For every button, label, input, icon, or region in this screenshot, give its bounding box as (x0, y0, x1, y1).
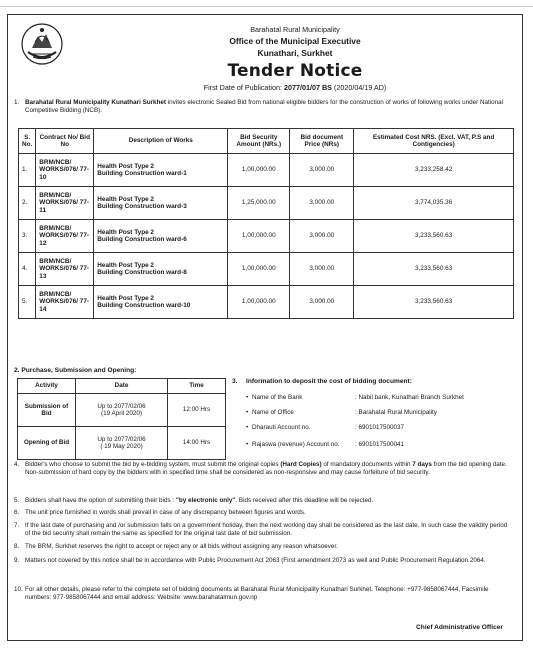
cell-bid-security: 1,00,000.00 (228, 220, 290, 253)
col-header-estimated-cost: Estimated Cost NRS. (Excl. VAT, P.S and Contigencies) (354, 129, 514, 154)
page-title: Tender Notice (227, 61, 363, 81)
cell-time: 14:00 Hrs (168, 427, 226, 460)
cell-date: Up to 2077/02/06 ( 19 May 2020) (76, 427, 168, 460)
cell-sno: 1. (19, 154, 36, 187)
cell-doc-price: 3,000.00 (290, 187, 354, 220)
office-name: Office of the Municipal Executive (229, 36, 361, 46)
schedule-table (17, 378, 226, 460)
table-row (19, 187, 514, 220)
section-2-title: 2. Purchase, Submission and Opening: (14, 367, 137, 374)
cell-doc-price: 3,000.00 (290, 154, 354, 187)
col-header-contract: Contract No/ Bid No (36, 129, 94, 154)
table-row (18, 394, 226, 427)
cell-description: Health Post Type 2 Building Construction ward-8 (94, 253, 228, 286)
col-header-date: Date (76, 379, 168, 394)
cell-sno: 2. (19, 187, 36, 220)
cell-description: Health Post Type 2 Building Construction ward-10 (94, 286, 228, 319)
schedule-header-row (18, 379, 226, 394)
col-header-doc-price: Bid document Price (NRs) (290, 129, 354, 154)
cell-contract: BRM/NCB/ WORKS/076/ 77-12 (36, 220, 94, 253)
municipality-name: Barahatal Rural Municipality (250, 25, 340, 34)
cell-contract: BRM/NCB/ WORKS/076/ 77-10 (36, 154, 94, 187)
cell-activity: Submission of Bid (18, 394, 76, 427)
col-header-bid-security: Bid Security Amount (NRs.) (228, 129, 290, 154)
cell-doc-price: 3,000.00 (290, 220, 354, 253)
signature: Chief Administrative Officer (416, 624, 503, 631)
office-location: Kunathari, Surkhet (257, 48, 333, 58)
table-header-row (19, 129, 514, 154)
col-header-description: Description of Works (94, 129, 228, 154)
cell-bid-security: 1,00,000.00 (228, 286, 290, 319)
cell-estimated-cost: 3,233,258.42 (354, 154, 514, 187)
table-row (19, 253, 514, 286)
works-table (18, 128, 514, 319)
cell-bid-security: 1,00,000.00 (228, 253, 290, 286)
paragraph-4: 4. Bidder's who choose to submit the bid by e-bidding system, must submit the original copies (Hard Copies) of mandatory documents within 7 days from the bid opening date. Non-submission of hard copy by the bidders with in specified time shall be considered as non-responsive and may cause forfeiture of bid security. (14, 461, 507, 477)
top-divider (0, 6, 533, 7)
cell-estimated-cost: 3,233,560.63 (354, 253, 514, 286)
cell-description: Health Post Type 2 Building Construction ward-3 (94, 187, 228, 220)
paragraph-10: 10. For all other details, please refer to the complete set of bidding documents at Barahatal Rural Municipality Kunathari Surkhet, Telephone: +977-9858067444, Facsimile numbers: 977-9858067444 and email address: Website: www.barahatalmun.gov.np (14, 586, 489, 602)
cell-bid-security: 1,25,000.00 (228, 187, 290, 220)
cell-description: Health Post Type 2 Building Construction ward-6 (94, 220, 228, 253)
table-row (18, 427, 226, 460)
cell-sno: 5. (19, 286, 36, 319)
cell-date: Up to 2077/02/06 (19 April 2020) (76, 394, 168, 427)
publication-date: First Date of Publication: 2077/01/07 BS (2020/04/19 AD) (203, 83, 387, 92)
paragraph-8: 8. The BRM, Surkhet reserves the right to accept or reject any or all bids without assigning any reason whatsoever. (14, 543, 338, 550)
col-header-time: Time (168, 379, 226, 394)
cell-estimated-cost: 3,774,035.36 (354, 187, 514, 220)
intro-paragraph: 1. Barahatal Rural Municipality Kunathari Surkhet invites electronic Sealed Bid from national eligible bidders for the construction of works of following works under National Competitive Bidding (NCB). (14, 99, 504, 115)
table-row (19, 154, 514, 187)
table-row (19, 286, 514, 319)
cell-contract: BRM/NCB/ WORKS/076/ 77-14 (36, 286, 94, 319)
cell-sno: 3. (19, 220, 36, 253)
cell-bid-security: 1,00,000.00 (228, 154, 290, 187)
cell-doc-price: 3,000.00 (290, 286, 354, 319)
cell-contract: BRM/NCB/ WORKS/076/ 77-11 (36, 187, 94, 220)
section-3-title: 3. Information to deposit the cost of bidding document: (232, 378, 412, 385)
cell-description: Health Post Type 2 Building Construction ward-1 (94, 154, 228, 187)
nepal-emblem-icon (20, 22, 64, 66)
paragraph-9: 9. Matters not covered by this notice shall be in accordance with Public Procurement Act 2063 (First amendment 2073 as well and Public Procurement Regulation 2064. (14, 557, 486, 564)
cell-estimated-cost: 3,233,560.63 (354, 286, 514, 319)
paragraph-5: 5. Bidders shall have the option of submitting their bids : "by electronic only". Bids received after this deadline will be rejected. (14, 497, 374, 504)
cell-doc-price: 3,000.00 (290, 253, 354, 286)
paragraph-6: 6. The unit price furnished in words shall prevail in case of any discrepancy between figures and words. (14, 509, 306, 516)
cell-sno: 4. (19, 253, 36, 286)
col-header-activity: Activity (18, 379, 76, 394)
cell-activity: Opening of Bid (18, 427, 76, 460)
table-row (19, 220, 514, 253)
cell-estimated-cost: 3,233,560.63 (354, 220, 514, 253)
paragraph-7: 7. If the last date of purchasing and /or submission falls on a government holiday, then the next working day shall be considered as the last date. In such case the validity period of the bid security shall remain the same as specified for the original last date of bid submission. (14, 522, 508, 538)
cell-time: 12:00 Hrs (168, 394, 226, 427)
col-header-sno: S. No. (19, 129, 36, 154)
tender-notice-page: Barahatal Rural Municipality Office of the Municipal Executive Kunathari, Surkhet Tender Notice First Date of Publication: 2077/01/07 BS (2020/04/19 AD) 1. Barahatal Rural Municipality Kunathari Surkhet invites electronic Sealed Bid from national eligible bidders for the construction of works of following works under National Competitive Bidding (NCB). S. No. Contract No/ Bid No Description of Works Bid Security Amount (NRs.) Bid document Price (NRs) Estimated Cost NRS. (Excl. VAT, P.S and Contigencies) 1. BRM/NCB/ WORKS/076/ 77-10 Health Post Type 2 Building Construction ward-1 1,00,000.00 3,000.00 3,233,258.42 2. BRM/NCB/ WORKS/076/ 77-11 Health Post Type 2 Building Construction ward-3 1,25,000.00 3,000.00 3,774,035.36 3. BRM/NCB/ WORKS/076/ 77-12 Health Post Type 2 Building Construction ward-6 1,00,000.00 3,000.00 3,233,560.63 4. BRM/NCB/ WORKS/076/ 77-13 Health Post Type 2 Building Construction ward-8 1,00,000.00 3,000.00 3,233,560.63 5. BRM/NCB/ WORKS/076/ 77-14 Health Post Type 2 Building Construction ward-10 1,00,000.00 3,000.00 3,233,560.63 2. Purchase, Submission and Opening: Activity Date Time Submission of Bid Up to 2077/02/06 (19 April 2020) 12:00 Hrs Opening of Bid Up to 2077/02/06 ( 19 May 2020) 14:00 Hrs 3. Information to deposit the cost of bidding document: • Name of the Bank : Nabil bank, Kunathari Branch Surkhet • Name of Office : Barahatal Rural Municipality • Dharauti Account no. : 6901017500037 • Rajaswa (revenue) Account no. : 6901017500041 4. Bidder's who choose to submit the bid by e-bidding system, must submit the original copies (Hard Copies) of mandatory documents within 7 days from the bid opening date. Non-submission of hard copy by the bidders with in specified time shall be considered as non-responsive and may cause forfeiture of bid security. 5. Bidders shall have the option of submitting their bids : "by electronic only". Bids received after this deadline will be rejected. 6. The unit price furnished in words shall prevail in case of any discrepancy between figures and words. 7. If the last date of purchasing and /or submission falls on a government holiday, then the next working day shall be considered as the last date. In such case the validity period of the bid security shall remain the same as specified for the original last date of bid submission. 8. The BRM, Surkhet reserves the right to accept or reject any or all bids without assigning any reason whatsoever. 9. Matters not covered by this notice shall be in accordance with Public Procurement Act 2063 (First amendment 2073 as well and Public Procurement Regulation 2064. 10. For all other details, please refer to the complete set of bidding documents at Barahatal Rural Municipality Kunathari Surkhet, Telephone: +977-9858067444, Facsimile numbers: 977-9858067444 and email address: Website: www.barahatalmun.gov.np Chief Administrative Officer (0, 0, 533, 648)
cell-contract: BRM/NCB/ WORKS/076/ 77-13 (36, 253, 94, 286)
